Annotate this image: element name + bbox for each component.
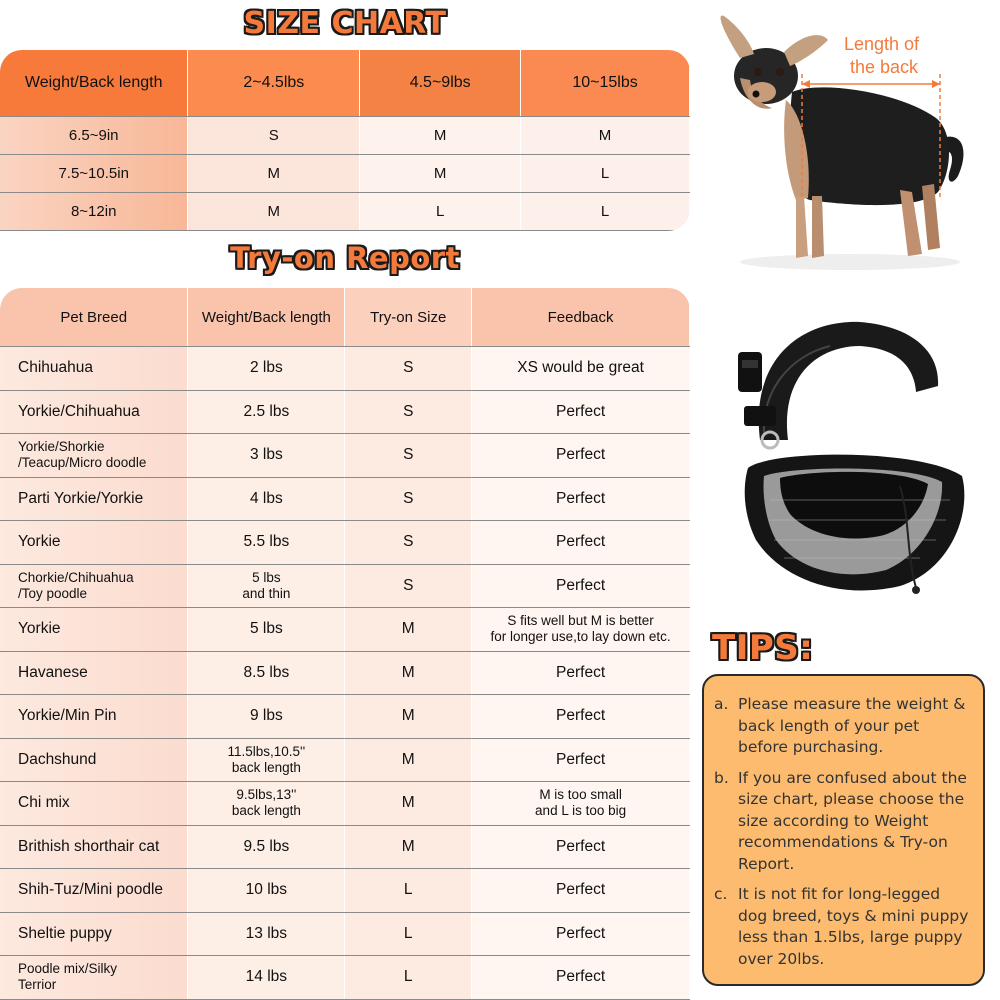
- tip-text: It is not fit for long-legged dog breed, toys & mini puppy less than 1.5lbs, large puppy over 20lbs.: [738, 885, 969, 968]
- weight-cell: 10 lbs: [188, 869, 345, 913]
- pet-breed-cell: Yorkie: [0, 608, 188, 652]
- weight-cell: 5 lbs and thin: [188, 564, 345, 608]
- tryon-report-table: [0, 288, 690, 1000]
- size-cell: M: [360, 155, 521, 193]
- tryon-size-cell: S: [345, 477, 472, 521]
- table-row: [0, 434, 690, 478]
- dog-photo: [700, 0, 1000, 280]
- tryon-header-cell: Feedback: [472, 288, 690, 347]
- size-cell: L: [521, 155, 690, 193]
- size-chart-row: [0, 117, 690, 155]
- tryon-size-cell: L: [345, 869, 472, 913]
- size-cell: M: [360, 117, 521, 155]
- size-chart-row: [0, 155, 690, 193]
- tryon-size-cell: S: [345, 347, 472, 391]
- size-chart-header-cell: 2~4.5lbs: [188, 50, 360, 117]
- table-row: [0, 347, 690, 391]
- weight-cell: 4 lbs: [188, 477, 345, 521]
- tip-text: Please measure the weight & back length of your pet before purchasing.: [738, 695, 966, 756]
- feedback-cell: Perfect: [472, 956, 690, 1000]
- weight-cell: 5.5 lbs: [188, 521, 345, 565]
- weight-cell: 3 lbs: [188, 434, 345, 478]
- tryon-size-cell: M: [345, 651, 472, 695]
- feedback-cell: Perfect: [472, 825, 690, 869]
- pet-breed-cell: Shih-Tuz/Mini poodle: [0, 869, 188, 913]
- tryon-size-cell: L: [345, 956, 472, 1000]
- sling-bag-photo: [710, 300, 1000, 620]
- weight-cell: 13 lbs: [188, 912, 345, 956]
- table-row: [0, 695, 690, 739]
- table-row: [0, 869, 690, 913]
- tryon-header-cell: Weight/Back length: [188, 288, 345, 347]
- size-cell: S: [188, 117, 360, 155]
- pet-breed-cell: Chihuahua: [0, 347, 188, 391]
- tryon-size-cell: S: [345, 390, 472, 434]
- pet-breed-cell: Yorkie/Min Pin: [0, 695, 188, 739]
- back-length-label: Length of the back: [843, 34, 920, 77]
- pet-breed-cell: Dachshund: [0, 738, 188, 782]
- tip-item: [714, 694, 971, 759]
- size-chart-header-row: [0, 50, 690, 117]
- weight-cell: 14 lbs: [188, 956, 345, 1000]
- tryon-size-cell: M: [345, 825, 472, 869]
- tips-box: [702, 674, 985, 986]
- size-chart-row: [0, 193, 690, 231]
- weight-cell: 9.5 lbs: [188, 825, 345, 869]
- feedback-cell: Perfect: [472, 869, 690, 913]
- pet-breed-cell: Brithish shorthair cat: [0, 825, 188, 869]
- size-chart-header-cell: Weight/Back length: [0, 50, 188, 117]
- size-chart-table: [0, 50, 690, 231]
- size-cell: L: [360, 193, 521, 231]
- size-cell: L: [521, 193, 690, 231]
- table-row: [0, 956, 690, 1000]
- tryon-size-cell: L: [345, 912, 472, 956]
- weight-cell: 2 lbs: [188, 347, 345, 391]
- tryon-size-cell: M: [345, 608, 472, 652]
- table-row: [0, 477, 690, 521]
- size-cell: M: [188, 193, 360, 231]
- pet-breed-cell: Parti Yorkie/Yorkie: [0, 477, 188, 521]
- tip-letter: a.: [714, 695, 729, 713]
- table-row: [0, 564, 690, 608]
- table-row: [0, 825, 690, 869]
- feedback-cell: M is too small and L is too big: [472, 782, 690, 826]
- feedback-cell: XS would be great: [472, 347, 690, 391]
- tip-text: If you are confused about the size chart, please choose the size according to Weight recommendations & Try-on Report.: [738, 768, 967, 873]
- feedback-cell: Perfect: [472, 738, 690, 782]
- tryon-size-cell: S: [345, 521, 472, 565]
- tryon-size-cell: S: [345, 564, 472, 608]
- size-cell: M: [188, 155, 360, 193]
- size-chart-header-cell: 10~15lbs: [521, 50, 690, 117]
- table-row: [0, 782, 690, 826]
- table-row: [0, 390, 690, 434]
- table-row: [0, 608, 690, 652]
- feedback-cell: Perfect: [472, 477, 690, 521]
- table-row: [0, 738, 690, 782]
- feedback-cell: Perfect: [472, 695, 690, 739]
- back-length-cell: 7.5~10.5in: [0, 155, 188, 193]
- pet-breed-cell: Chi mix: [0, 782, 188, 826]
- pet-breed-cell: Poodle mix/Silky Terrior: [0, 956, 188, 1000]
- tryon-size-cell: M: [345, 738, 472, 782]
- back-length-cell: 6.5~9in: [0, 117, 188, 155]
- back-length-cell: 8~12in: [0, 193, 188, 231]
- table-row: [0, 651, 690, 695]
- weight-cell: 2.5 lbs: [188, 390, 345, 434]
- feedback-cell: S fits well but M is better for longer use,to lay down etc.: [472, 608, 690, 652]
- tip-letter: c.: [714, 885, 728, 903]
- pet-breed-cell: Yorkie: [0, 521, 188, 565]
- weight-cell: 9.5lbs,13'' back length: [188, 782, 345, 826]
- pet-breed-cell: Yorkie/Chihuahua: [0, 390, 188, 434]
- tip-item: [714, 768, 971, 876]
- feedback-cell: Perfect: [472, 564, 690, 608]
- weight-cell: 8.5 lbs: [188, 651, 345, 695]
- tips-title: TIPS:: [712, 628, 814, 668]
- feedback-cell: Perfect: [472, 912, 690, 956]
- size-cell: M: [521, 117, 690, 155]
- feedback-cell: Perfect: [472, 434, 690, 478]
- tryon-size-cell: M: [345, 782, 472, 826]
- tip-item: [714, 884, 971, 970]
- pet-breed-cell: Yorkie/Shorkie /Teacup/Micro doodle: [0, 434, 188, 478]
- table-row: [0, 521, 690, 565]
- tryon-header-cell: Pet Breed: [0, 288, 188, 347]
- tryon-size-cell: M: [345, 695, 472, 739]
- weight-cell: 11.5lbs,10.5'' back length: [188, 738, 345, 782]
- tryon-size-cell: S: [345, 434, 472, 478]
- table-row: [0, 912, 690, 956]
- feedback-cell: Perfect: [472, 390, 690, 434]
- tryon-report-title: Try-on Report: [230, 241, 460, 275]
- tryon-header-cell: Try-on Size: [345, 288, 472, 347]
- pet-breed-cell: Chorkie/Chihuahua /Toy poodle: [0, 564, 188, 608]
- size-chart-header-cell: 4.5~9lbs: [360, 50, 521, 117]
- size-chart-title: SIZE CHART: [243, 6, 447, 41]
- weight-cell: 5 lbs: [188, 608, 345, 652]
- pet-breed-cell: Havanese: [0, 651, 188, 695]
- feedback-cell: Perfect: [472, 651, 690, 695]
- weight-cell: 9 lbs: [188, 695, 345, 739]
- tip-letter: b.: [714, 768, 729, 787]
- pet-breed-cell: Sheltie puppy: [0, 912, 188, 956]
- tryon-header-row: [0, 288, 690, 347]
- feedback-cell: Perfect: [472, 521, 690, 565]
